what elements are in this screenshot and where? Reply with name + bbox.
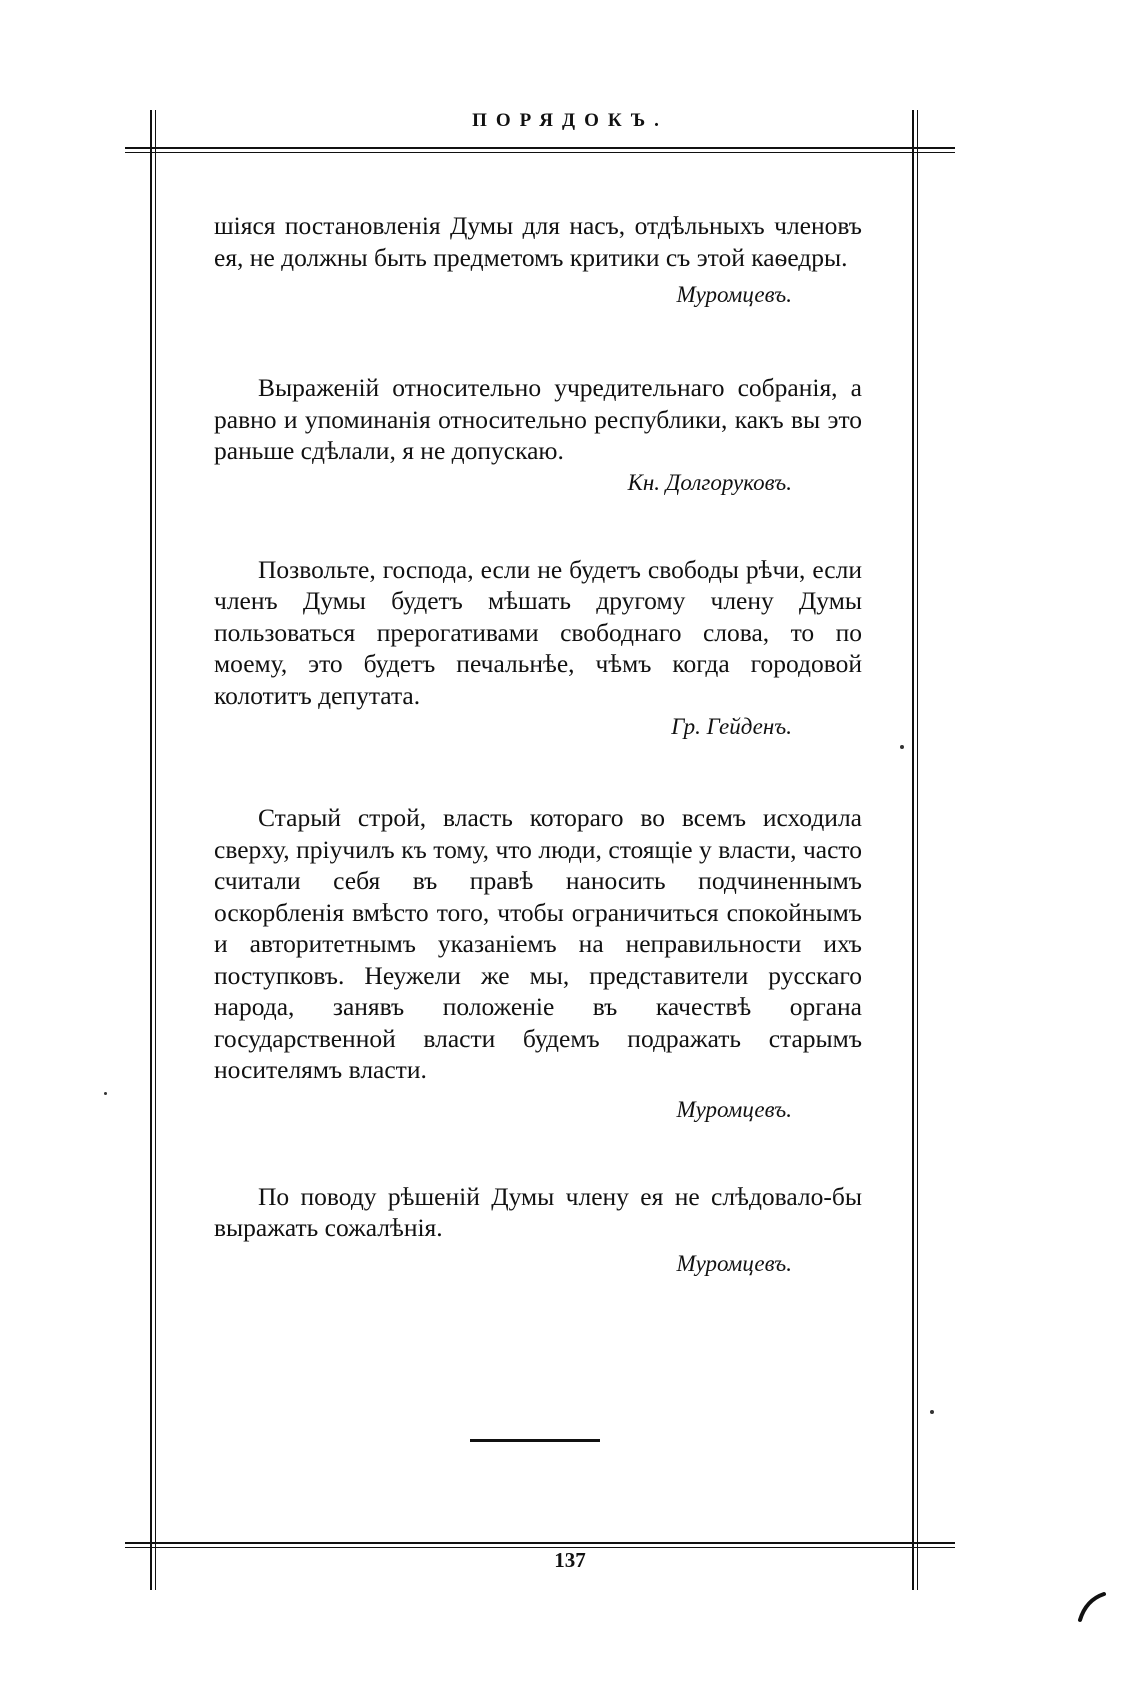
quote-text: Позвольте, господа, если не будетъ свободы рѣчи, если членъ Думы будетъ мѣшать другому члену Думы пользоваться прерогативами свободнаго слова, то по моему, это будетъ печальнѣе, чѣмъ когда городовой колотитъ депутата. (214, 554, 862, 710)
quote-block (214, 554, 862, 743)
page-number: 137 (554, 1548, 586, 1572)
quote-speaker: Муромцевъ. (676, 1096, 792, 1122)
frame-top-rule (125, 147, 955, 149)
scan-speck (930, 1410, 934, 1414)
quote-speaker: Гр. Гейденъ. (671, 714, 792, 739)
quote-text: Выраженій относительно учредительнаго собранія, а равно и упоминанія относительно республики, какъ вы это раньше сдѣлали, я не допускаю. (214, 373, 862, 465)
quote-block (214, 210, 862, 310)
frame-left-line-thin (155, 110, 156, 1590)
scan-speck (900, 745, 904, 749)
quote-text: Старый строй, власть котораго во всемъ исходила сверху, пріучилъ къ тому, что люди, стоящіе у власти, часто считали себя въ правѣ наносить подчиненнымъ оскорбленія вмѣсто того, чтобы ограничиться спокойнымъ и авторитетнымъ указаніемъ на неправильности ихъ поступковъ. Неужели же мы, представители русскаго народа, занявъ положеніе въ качествѣ органа государственной власти будемъ подражать старымъ носителямъ власти. (214, 803, 862, 1084)
frame-top-rule-thin (125, 152, 955, 153)
end-rule (470, 1439, 600, 1442)
scan-speck (104, 1092, 107, 1095)
running-title: ПОРЯДОКЪ. (472, 110, 668, 131)
quote-speaker: Муромцевъ. (676, 1250, 792, 1276)
quote-text: По поводу рѣшеній Думы члену ея не слѣдовало-бы выражать сожалѣнія. (214, 1181, 862, 1242)
quote-block (214, 802, 862, 1125)
frame-right-line (912, 110, 914, 1590)
quote-speaker: Муромцевъ. (676, 282, 792, 307)
quote-text: шіяся постановленія Думы для насъ, отдѣльныхъ членовъ ея, не должны быть предметомъ критики съ этой каѳедры. (214, 211, 862, 272)
quote-block (214, 372, 862, 498)
quote-block (214, 1181, 862, 1279)
frame-left-line (150, 110, 152, 1590)
frame-bottom-rule (125, 1542, 955, 1544)
margin-mark (1076, 1586, 1116, 1626)
page-body (214, 210, 862, 1337)
quote-speaker: Кн. Долгоруковъ. (627, 469, 792, 495)
frame-right-line-thin (917, 110, 918, 1590)
